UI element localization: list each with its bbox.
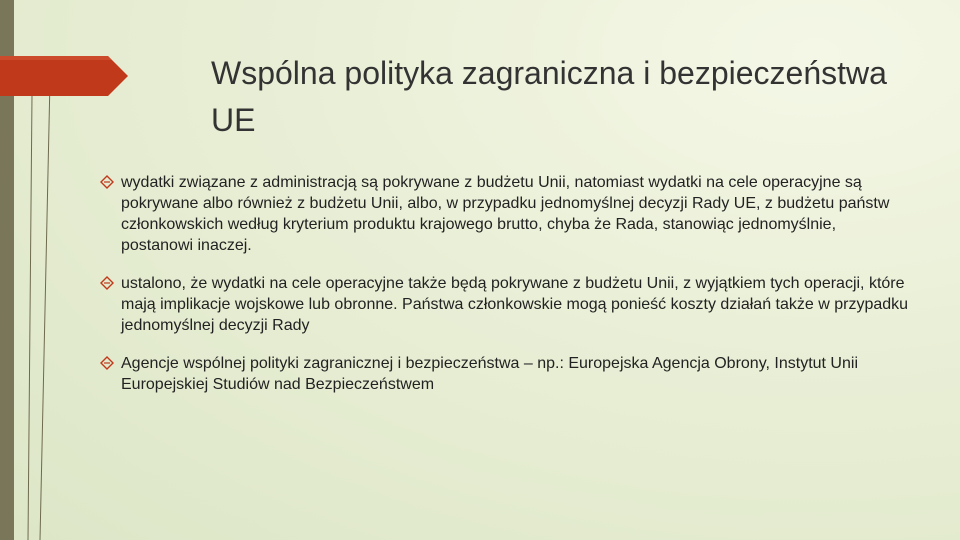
diamond-outline-icon [100, 276, 114, 290]
diamond-outline-icon [100, 356, 114, 370]
list-item [100, 273, 910, 336]
list-item [100, 353, 910, 395]
bullet-text: ustalono, że wydatki na cele operacyjne także będą pokrywane z budżetu Unii, z wyjątkiem tych operacji, które mają implikacje wojskowe lub obronne. Państwa członkowskie mogą ponieść koszty działań także w przypadku jednomyślnej decyzji Rady [121, 275, 909, 334]
slide-title: Wspólna polityka zagraniczna i bezpieczeństwa UE [211, 55, 887, 138]
bullet-text: Agencje wspólnej polityki zagranicznej i bezpieczeństwa – np.: Europejska Agencja Obrony, Instytut Unii Europejskiej Studiów nad Bezpieczeństwem [121, 355, 858, 393]
list-item [100, 172, 910, 256]
diamond-outline-icon [100, 175, 114, 189]
bullet-list [100, 172, 910, 412]
bullet-text: wydatki związane z administracją są pokrywane z budżetu Unii, natomiast wydatki na cele operacyjne są pokrywane albo również z budżetu Unii, albo, w przypadku jednomyślnej decyzji Rady UE, z budżetu państw członkowskich według kryterium produktu krajowego brutto, chyba że Rada, stanowiąc jednomyślnie, postanowi inaczej. [121, 174, 890, 254]
title-accent-arrow [0, 56, 128, 96]
